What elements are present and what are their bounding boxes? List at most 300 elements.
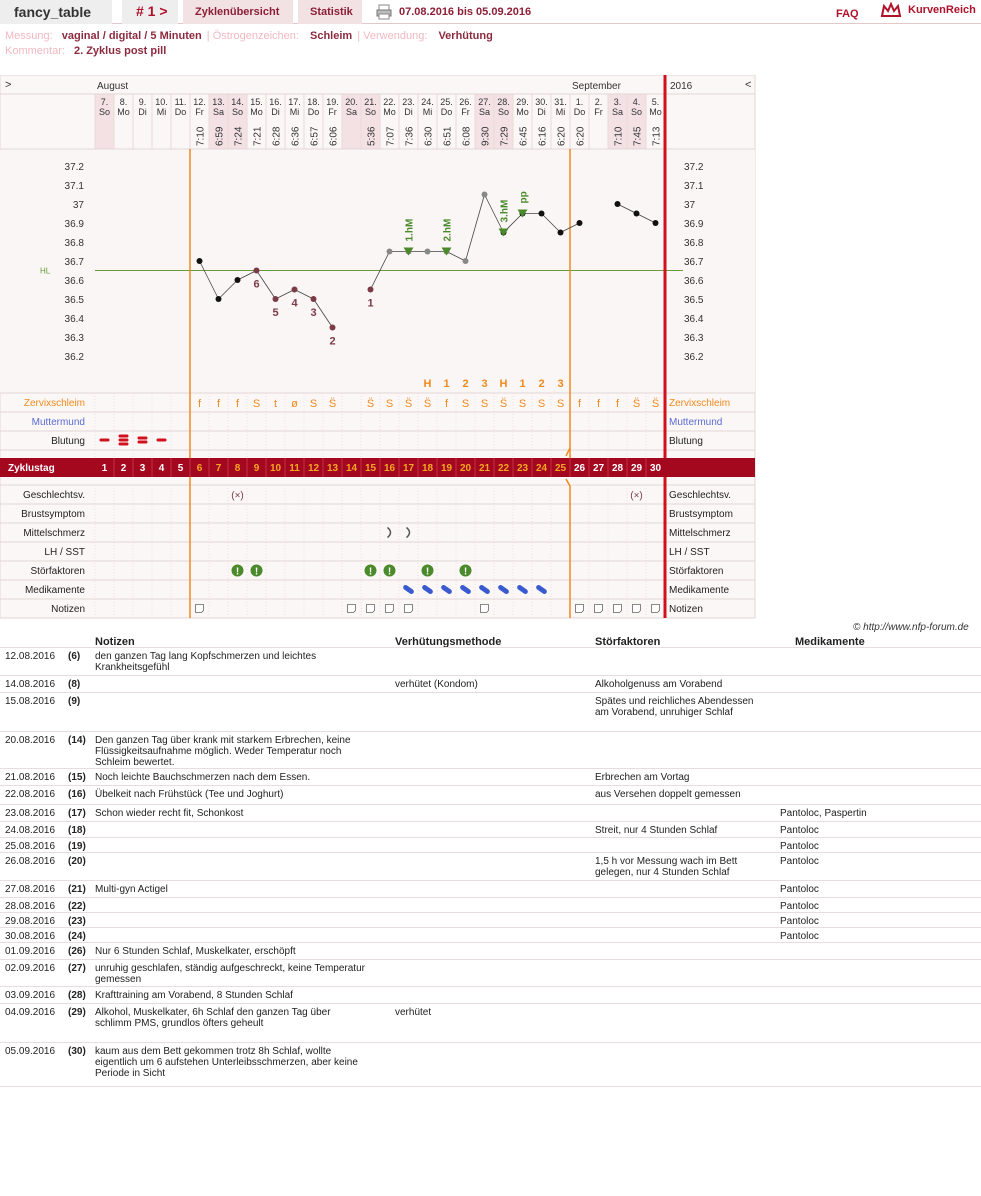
weekday-label: Di — [271, 107, 280, 117]
table-row — [0, 987, 981, 1004]
weekday-label: So — [231, 107, 244, 117]
mucus-symbol: S — [537, 398, 546, 410]
temp-point — [634, 211, 640, 217]
y-tick-label: 36.7 — [64, 257, 84, 268]
notes-cell-day: (24) — [68, 931, 86, 942]
row-label-blutung: Blutung — [51, 436, 85, 447]
cycle-day-number: 26 — [573, 463, 586, 474]
note-icon — [614, 605, 622, 613]
notes-cell-day: (29) — [68, 1007, 86, 1018]
notes-cell-medi: Pantoloc — [780, 825, 819, 836]
note-icon — [348, 605, 356, 613]
temp-point — [539, 211, 545, 217]
notes-cell-date: 02.09.2016 — [5, 963, 56, 974]
notes-cell-medi: Pantoloc — [780, 856, 819, 867]
notes-cell-day: (19) — [68, 841, 86, 852]
row-label-right-lh: LH / SST — [669, 547, 710, 558]
weekday-label: So — [98, 107, 111, 117]
row-label-right-blutung: Blutung — [669, 436, 703, 447]
notes-cell-date: 29.08.2016 — [5, 916, 56, 927]
notes-cell-day: (16) — [68, 789, 86, 800]
bleeding-mark — [157, 439, 167, 442]
notes-cell-stoer: Spätes und reichliches Abendessen am Vorabend, unruhiger Schlaf — [595, 696, 754, 718]
row-label-right-stoer: Störfaktoren — [669, 566, 724, 577]
notes-cell-method: verhütet (Kondom) — [395, 679, 478, 690]
mucus-symbol: S̈ — [499, 398, 508, 410]
cycle-day-number: 3 — [139, 463, 146, 474]
row-label-right-brust: Brustsymptom — [669, 509, 733, 520]
cycle-day-number: 21 — [478, 463, 491, 474]
kurvenreich-logo[interactable]: KurvenReich — [908, 4, 976, 16]
mucus-symbol: S̈ — [632, 398, 641, 410]
table-row — [0, 1043, 981, 1087]
cycle-selector[interactable]: # 1 > — [122, 0, 178, 24]
measure-time: 6:57 — [309, 126, 321, 146]
notes-cell-day: (8) — [68, 679, 81, 690]
note-icon — [405, 605, 413, 613]
cycle-day-number: 23 — [516, 463, 529, 474]
notes-cell-date: 14.08.2016 — [5, 679, 56, 690]
bleeding-mark — [100, 439, 110, 442]
table-row — [0, 960, 981, 987]
measure-time: 6:20 — [556, 126, 568, 146]
y-tick-label-right: 36.8 — [684, 238, 704, 249]
notes-cell-note: kaum aus dem Bett gekommen trotz 8h Schlaf, wollte eigentlich um 6 aufstehen Unterleibsschmerzen, aber keine Periode in Sicht — [95, 1046, 358, 1079]
y-tick-label: 37.1 — [64, 181, 84, 192]
weekday-label: Fr — [195, 107, 204, 117]
notes-cell-day: (20) — [68, 856, 86, 867]
notes-cell-note: Noch leichte Bauchschmerzen nach dem Essen. — [95, 772, 311, 783]
day-number: 21. — [364, 97, 377, 107]
meta-line-1: Messung: vaginal / digital / 5 Minuten | Östrogenzeichen: Schleim | Verwendung: Verhütung — [5, 30, 493, 42]
table-row — [0, 881, 981, 898]
notes-cell-day: (21) — [68, 884, 86, 895]
weekday-label: Mi — [289, 107, 300, 117]
mucus-symbol: S — [556, 398, 565, 410]
cycle-day-number: 1 — [101, 463, 108, 474]
note-icon — [196, 605, 204, 613]
cycle-day-number: 20 — [459, 463, 472, 474]
y-tick-label-right: 36.3 — [684, 333, 704, 344]
print-icon[interactable] — [376, 4, 392, 20]
notes-cell-medi: Pantoloc — [780, 931, 819, 942]
notes-cell-day: (26) — [68, 946, 86, 957]
cycle-day-number: 16 — [383, 463, 396, 474]
day-number: 18. — [307, 97, 320, 107]
nav-left-button: > — [5, 79, 12, 91]
day-number: 17. — [288, 97, 301, 107]
mucus-symbol: S̈ — [328, 398, 337, 410]
notes-cell-stoer: Erbrechen am Vortag — [595, 772, 690, 783]
row-label-medi: Medikamente — [24, 585, 85, 596]
h-label: 3 — [481, 378, 488, 390]
notes-cell-medi: Pantoloc — [780, 916, 819, 927]
notes-cell-day: (9) — [68, 696, 81, 707]
weekday-label: Mi — [422, 107, 433, 117]
row-label-brust: Brustsymptom — [21, 509, 85, 520]
mucus-symbol: S — [461, 398, 470, 410]
temp-point — [425, 249, 431, 255]
notes-cell-day: (17) — [68, 808, 86, 819]
note-icon — [386, 605, 394, 613]
nav-right-button: < — [745, 79, 752, 91]
day-number: 15. — [250, 97, 263, 107]
notes-cell-day: (23) — [68, 916, 86, 927]
row-label-right-mittel: Mittelschmerz — [669, 528, 731, 539]
row-label-right-muttermund: Muttermund — [669, 417, 723, 428]
temp-point — [197, 258, 203, 264]
notes-cell-date: 22.08.2016 — [5, 789, 56, 800]
day-number: 19. — [326, 97, 339, 107]
kommentar-value: 2. Zyklus post pill — [73, 45, 167, 57]
weekday-label: Sa — [212, 107, 225, 117]
weekday-label: Do — [440, 107, 453, 117]
cycle-day-number: 2 — [120, 463, 127, 474]
row-label-right-gv: Geschlechtsv. — [669, 490, 732, 501]
table-row — [0, 786, 981, 805]
notes-cell-note: Den ganzen Tag über krank mit starkem Erbrechen, keine Flüssigkeitsaufnahme möglich. Weder Temperatur noch Schleim bewertet. — [95, 735, 351, 768]
day-number: 26. — [459, 97, 472, 107]
measure-time: 6:36 — [290, 126, 302, 146]
notes-cell-note: Schon wieder recht fit, Schonkost — [95, 808, 244, 819]
note-icon — [481, 605, 489, 613]
y-tick-label: 36.5 — [64, 295, 84, 306]
count-label: 2 — [329, 335, 336, 348]
day-number: 30. — [535, 97, 548, 107]
weekday-label: Di — [138, 107, 147, 117]
notes-cell-date: 30.08.2016 — [5, 931, 56, 942]
messung-value: vaginal / digital / 5 Minuten — [61, 30, 202, 42]
y-tick-label: 37 — [72, 200, 84, 211]
temp-point — [387, 249, 393, 255]
notes-cell-note: Nur 6 Stunden Schlaf, Muskelkater, erschöpft — [95, 946, 296, 957]
bleeding-mark — [119, 443, 129, 446]
y-tick-label-right: 37.1 — [684, 181, 704, 192]
notes-cell-medi: Pantoloc — [780, 901, 819, 912]
weekday-label: Mo — [250, 107, 263, 117]
notes-cell-note: Übelkeit nach Frühstück (Tee und Joghurt) — [95, 789, 284, 800]
stoerfaktor-icon-glyph: ! — [254, 566, 259, 578]
temp-point — [558, 230, 564, 236]
day-number: 3. — [613, 97, 622, 107]
notes-cell-date: 05.09.2016 — [5, 1046, 56, 1057]
measure-time: 7:10 — [195, 126, 207, 146]
notes-cell-day: (28) — [68, 990, 86, 1001]
temp-point — [482, 192, 488, 198]
row-label-gv: Geschlechtsv. — [22, 490, 85, 501]
day-number: 20. — [345, 97, 358, 107]
y-tick-label: 36.4 — [64, 314, 84, 325]
cycle-day-number: 28 — [611, 463, 624, 474]
notes-cell-day: (30) — [68, 1046, 86, 1057]
measure-time: 7:36 — [404, 126, 416, 146]
notes-cell-date: 27.08.2016 — [5, 884, 56, 895]
day-number: 2. — [594, 97, 603, 107]
measure-time: 7:21 — [252, 126, 264, 146]
table-row — [0, 805, 981, 822]
notes-cell-medi: Pantoloc — [780, 841, 819, 852]
weekday-label: So — [497, 107, 510, 117]
notes-cell-stoer: Streit, nur 4 Stunden Schlaf — [595, 825, 718, 836]
y-tick-label-right: 36.4 — [684, 314, 704, 325]
cycle-day-number: 10 — [269, 463, 282, 474]
temp-point — [235, 277, 241, 283]
y-tick-label-right: 37.2 — [684, 162, 704, 173]
count-label: 1 — [367, 297, 374, 310]
top-bar — [0, 0, 981, 24]
cycle-day-number: 5 — [177, 463, 184, 474]
cycle-day-number: 14 — [345, 463, 358, 474]
weekday-label: Sa — [478, 107, 491, 117]
mucus-symbol: S̈ — [423, 398, 432, 410]
y-tick-label: 36.6 — [64, 276, 84, 287]
intercourse-mark: (×) — [630, 490, 643, 502]
weekday-label: Mi — [156, 107, 167, 117]
notes-cell-note: unruhig geschlafen, ständig aufgeschreckt, keine Temperatur gemessen — [95, 963, 365, 985]
weekday-label: Mo — [649, 107, 662, 117]
day-number: 12. — [193, 97, 206, 107]
y-tick-label: 36.3 — [64, 333, 84, 344]
notes-cell-date: 25.08.2016 — [5, 841, 56, 852]
weekday-label: Di — [404, 107, 413, 117]
notes-cell-day: (14) — [68, 735, 86, 746]
bleeding-mark — [119, 439, 129, 442]
y-tick-label-right: 36.7 — [684, 257, 704, 268]
h-label: 2 — [538, 378, 545, 390]
table-row — [0, 928, 981, 943]
table-row — [0, 676, 981, 693]
notes-cell-date: 24.08.2016 — [5, 825, 56, 836]
mucus-symbol: f — [577, 398, 582, 410]
notes-cell-note: Multi-gyn Actigel — [95, 884, 168, 895]
hm-label: 1.hM — [404, 218, 416, 242]
day-number: 14. — [231, 97, 244, 107]
weekday-label: Do — [307, 107, 320, 117]
temp-point — [615, 201, 621, 207]
notes-cell-date: 12.08.2016 — [5, 651, 56, 662]
table-row — [0, 769, 981, 786]
h-label: 3 — [557, 378, 564, 390]
notes-cell-date: 26.08.2016 — [5, 856, 56, 867]
temp-point — [330, 325, 336, 331]
cycle-day-number: 22 — [497, 463, 510, 474]
day-number: 4. — [632, 97, 641, 107]
mucus-symbol: S — [252, 398, 261, 410]
count-label: 4 — [291, 297, 298, 310]
table-row — [0, 838, 981, 853]
note-icon — [652, 605, 660, 613]
hm-label: 3.hM — [499, 199, 511, 223]
h-label: H — [423, 378, 432, 390]
notes-cell-day: (18) — [68, 825, 86, 836]
measure-time: 7:07 — [385, 126, 397, 146]
measure-time: 6:06 — [328, 126, 340, 146]
cycle-day-number: 27 — [592, 463, 605, 474]
mucus-symbol: f — [596, 398, 601, 410]
mucus-symbol: ø — [291, 398, 298, 410]
stoerfaktor-icon-glyph: ! — [463, 566, 468, 578]
measure-time: 6:59 — [214, 126, 226, 146]
row-label-lh: LH / SST — [44, 547, 85, 558]
hm-label: 2.hM — [442, 218, 454, 242]
date-range: 07.08.2016 bis 05.09.2016 — [399, 6, 532, 18]
stoerfaktor-icon-glyph: ! — [425, 566, 430, 578]
y-tick-label-right: 37 — [684, 200, 696, 211]
table-row — [0, 853, 981, 881]
mucus-symbol: f — [444, 398, 449, 410]
note-icon — [367, 605, 375, 613]
cycle-day-number: 6 — [196, 463, 203, 474]
mucus-symbol: S̈ — [366, 398, 375, 410]
year-label: 2016 — [670, 81, 693, 92]
weekday-label: Do — [174, 107, 187, 117]
y-tick-label: 36.8 — [64, 238, 84, 249]
measure-time: 5:36 — [366, 126, 378, 146]
notes-cell-medi: Pantoloc, Paspertin — [780, 808, 867, 819]
weekday-label: Mo — [117, 107, 130, 117]
cycle-day-number: 17 — [402, 463, 415, 474]
notes-cell-date: 03.09.2016 — [5, 990, 56, 1001]
mucus-symbol: f — [197, 398, 202, 410]
kommentar-label: Kommentar: — [5, 45, 65, 57]
stoerfaktor-icon-glyph: ! — [368, 566, 373, 578]
hl-label: HL — [40, 266, 51, 276]
notes-cell-day: (6) — [68, 651, 81, 662]
cycle-day-number: 19 — [440, 463, 453, 474]
tab-zyklenuebersicht[interactable]: Zyklenübersicht — [183, 0, 293, 24]
notes-cell-stoer: aus Versehen doppelt gemessen — [595, 789, 741, 800]
notes-header-stoer: Störfaktoren — [595, 636, 661, 648]
bleeding-mark — [138, 437, 148, 440]
stoerfaktor-icon-glyph: ! — [387, 566, 392, 578]
notes-cell-date: 20.08.2016 — [5, 735, 56, 746]
h-label: H — [499, 378, 508, 390]
mucus-symbol: S̈ — [651, 398, 660, 410]
row-label-notizen: Notizen — [51, 604, 85, 615]
day-number: 8. — [119, 97, 128, 107]
notes-cell-stoer: Alkoholgenuss am Vorabend — [595, 679, 723, 690]
cycle-day-number: 29 — [630, 463, 643, 474]
month-label: August — [97, 81, 129, 92]
mucus-symbol: S̈ — [404, 398, 413, 410]
hm-label: pp — [518, 191, 530, 204]
day-number: 29. — [516, 97, 529, 107]
cycle-day-number: 8 — [234, 463, 241, 474]
mucus-symbol: f — [216, 398, 221, 410]
mucus-symbol: f — [615, 398, 620, 410]
measure-time: 7:45 — [632, 126, 644, 146]
temp-point — [216, 296, 222, 302]
y-tick-label-right: 36.9 — [684, 219, 704, 230]
day-number: 25. — [440, 97, 453, 107]
temp-point — [273, 296, 279, 302]
measure-time: 6:28 — [271, 126, 283, 146]
temp-point — [292, 287, 298, 293]
day-number: 27. — [478, 97, 491, 107]
mucus-symbol: t — [273, 398, 278, 410]
notes-header-notizen: Notizen — [95, 636, 135, 648]
h-label: 1 — [519, 378, 526, 390]
table-row — [0, 822, 981, 838]
mucus-symbol: S — [480, 398, 489, 410]
measure-time: 6:45 — [518, 126, 530, 146]
temp-point — [254, 268, 260, 274]
row-label-right-medi: Medikamente — [669, 585, 730, 596]
measure-time: 6:16 — [537, 126, 549, 146]
day-number: 9. — [138, 97, 147, 107]
measure-time: 6:20 — [575, 126, 587, 146]
table-row — [0, 732, 981, 769]
cycle-day-number: 18 — [421, 463, 434, 474]
day-number: 13. — [212, 97, 225, 107]
day-number: 16. — [269, 97, 282, 107]
row-label-zervix: Zervixschleim — [23, 398, 85, 409]
measure-time: 7:13 — [651, 126, 663, 146]
weekday-label: So — [364, 107, 377, 117]
h-label: 2 — [462, 378, 469, 390]
measure-time: 7:29 — [499, 126, 511, 146]
table-row — [0, 898, 981, 913]
faq-link[interactable]: FAQ — [836, 8, 859, 20]
day-number: 7. — [100, 97, 109, 107]
cycle-day-number: 7 — [215, 463, 222, 474]
messung-label: Messung: — [5, 30, 53, 42]
stoerfaktor-icon-glyph: ! — [235, 566, 240, 578]
notes-header-methode: Verhütungsmethode — [395, 636, 502, 648]
measure-time: 6:08 — [461, 126, 473, 146]
notes-cell-date: 15.08.2016 — [5, 696, 56, 707]
y-tick-label-right: 36.6 — [684, 276, 704, 287]
notes-header-medi: Medikamente — [795, 636, 865, 648]
cycle-chart — [0, 75, 760, 623]
note-icon — [595, 605, 603, 613]
tab-statistik[interactable]: Statistik — [298, 0, 362, 24]
day-number: 24. — [421, 97, 434, 107]
verwendung-label: Verwendung: — [363, 30, 428, 42]
bleeding-mark — [138, 441, 148, 444]
notes-cell-day: (27) — [68, 963, 86, 974]
notes-cell-note: Alkohol, Muskelkater, 6h Schlaf den ganzen Tag über schlimm PMS, grundlos öfters geheult — [95, 1007, 331, 1029]
table-row — [0, 913, 981, 928]
day-number: 22. — [383, 97, 396, 107]
weekday-label: Fr — [328, 107, 337, 117]
notes-cell-day: (22) — [68, 901, 86, 912]
mucus-symbol: S — [518, 398, 527, 410]
measure-time: 7:10 — [613, 126, 625, 146]
y-tick-label: 36.2 — [64, 352, 84, 363]
row-label-right-notizen: Notizen — [669, 604, 703, 615]
table-row — [0, 648, 981, 676]
notes-cell-method: verhütet — [395, 1007, 432, 1018]
notes-cell-day: (15) — [68, 772, 86, 783]
oestro-value: Schleim — [310, 30, 353, 42]
mucus-symbol: f — [235, 398, 240, 410]
note-icon — [576, 605, 584, 613]
y-tick-label-right: 36.2 — [684, 352, 704, 363]
day-number: 1. — [575, 97, 584, 107]
cycle-day-number: 11 — [289, 463, 300, 474]
notes-header-divider — [0, 647, 981, 648]
count-label: 5 — [272, 307, 279, 319]
notes-cell-date: 04.09.2016 — [5, 1007, 56, 1018]
day-number: 11. — [174, 97, 187, 107]
weekday-label: Fr — [461, 107, 470, 117]
day-number: 10. — [155, 97, 168, 107]
measure-time: 9:30 — [480, 126, 492, 146]
weekday-label: Sa — [345, 107, 358, 117]
row-label-muttermund: Muttermund — [31, 417, 85, 428]
temp-point — [311, 296, 317, 302]
